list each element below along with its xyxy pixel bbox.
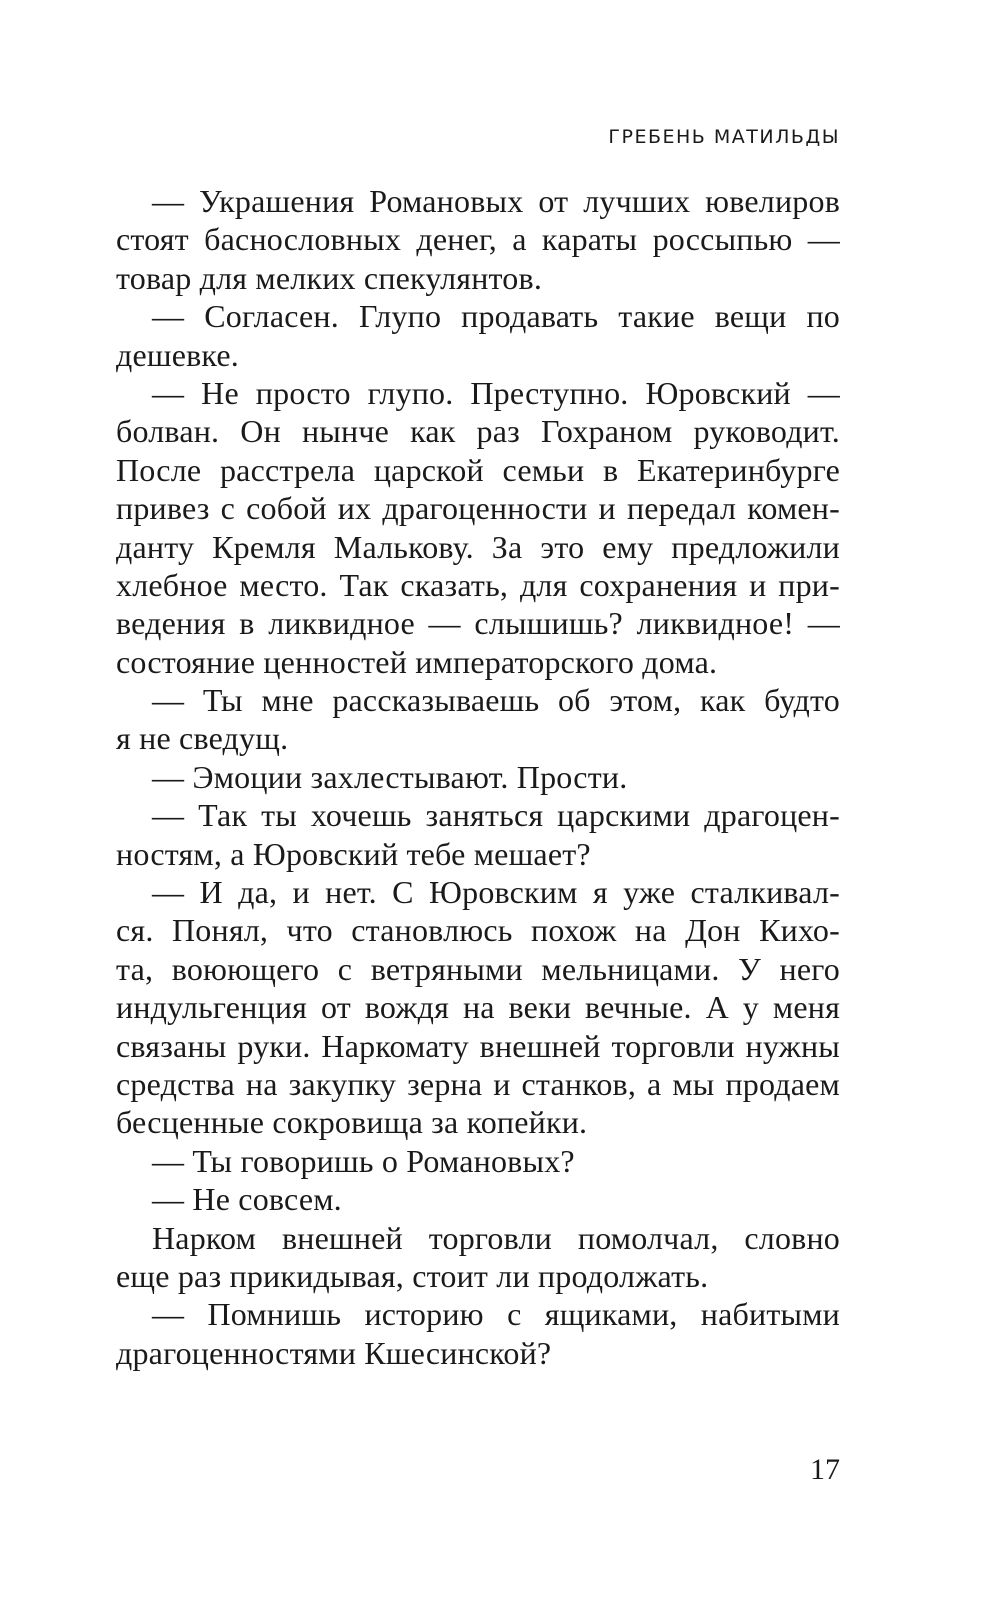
page-number: 17 — [810, 1453, 840, 1486]
text-line: ностям, а Юровский тебе мешает? — [116, 835, 591, 872]
text-line: драгоценностями Кшесинской? — [116, 1334, 552, 1371]
text-line: — Так ты хочешь заняться царскими драгоцен- — [152, 797, 840, 834]
text-line: После расстрела царской семьи в Екатеринбурге — [116, 451, 840, 488]
text-line: ведения в ликвидное — слышишь? ликвидное! — — [116, 605, 840, 642]
text-line: данту Кремля Малькову. За это ему предложили — [116, 528, 840, 565]
text-line: индульгенция от вождя на веки вечные. А у меня — [116, 989, 840, 1026]
body-text — [116, 182, 840, 1372]
text-line: — И да, и нет. С Юровским я уже сталкивал- — [152, 874, 840, 911]
text-line: — Помнишь историю с ящиками, набитыми — [152, 1296, 840, 1333]
text-line: товар для мелких спекулянтов. — [116, 259, 543, 296]
text-line: я не сведущ. — [116, 720, 289, 757]
text-line: состояние ценностей императорского дома. — [116, 643, 718, 680]
text-line: та, воюющего с ветряными мельницами. У него — [116, 950, 840, 987]
text-line: бесценные сокровища за копейки. — [116, 1104, 588, 1141]
text-line: — Не совсем. — [152, 1181, 342, 1218]
text-line: еще раз прикидывая, стоит ли продолжать. — [116, 1257, 709, 1294]
text-line: ся. Понял, что становлюсь похож на Дон Кихо- — [116, 912, 840, 949]
text-line: — Украшения Романовых от лучших ювелиров — [152, 183, 840, 219]
text-line: Нарком внешней торговли помолчал, словно — [152, 1219, 840, 1256]
text-line: хлебное место. Так сказать, для сохранения и при- — [116, 566, 840, 603]
text-line: стоят баснословных денег, а караты россыпью — — [116, 221, 840, 258]
text-line: дешевке. — [116, 336, 239, 373]
text-line: — Не просто глупо. Преступно. Юровский — — [152, 374, 840, 411]
text-line: привез с собой их драгоценности и передал комен- — [116, 490, 840, 527]
text-line: — Ты говоришь о Романовых? — [152, 1142, 575, 1179]
text-line: — Согласен. Глупо продавать такие вещи по — [152, 298, 840, 335]
text-line: — Эмоции захлестывают. Прости. — [152, 758, 628, 795]
text-line: связаны руки. Наркомату внешней торговли нужны — [116, 1027, 840, 1064]
text-line: — Ты мне рассказываешь об этом, как будто — [152, 682, 840, 719]
text-line: болван. Он нынче как раз Гохраном руководит. — [116, 413, 840, 450]
text-line: средства на закупку зерна и станков, а мы продаем — [116, 1065, 840, 1102]
running-head: ГРЕБЕНЬ МАТИЛЬДЫ — [608, 126, 840, 148]
